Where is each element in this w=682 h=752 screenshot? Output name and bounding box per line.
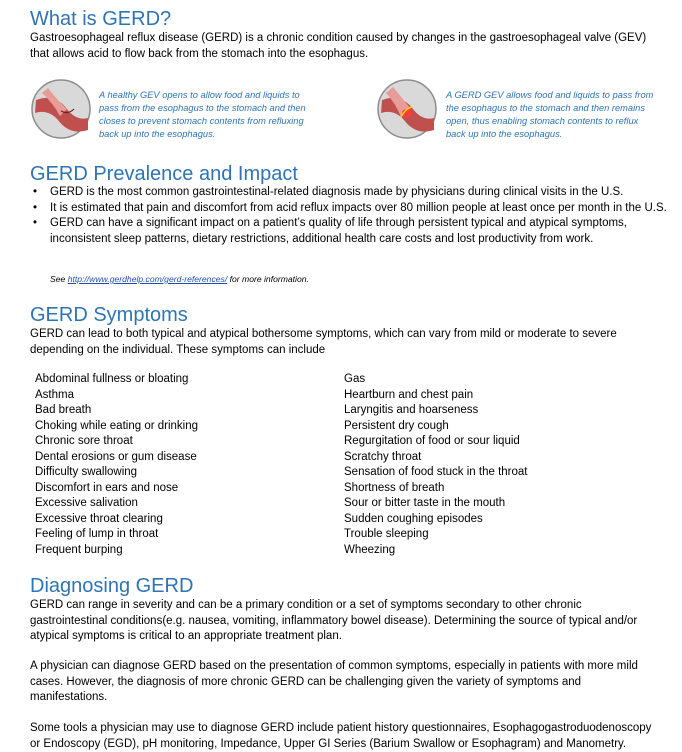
gerd-references-link[interactable]: http://www.gerdhelp.com/gerd-references/	[67, 274, 228, 284]
symptom-item: Frequent burping	[35, 543, 123, 556]
symptom-item: Laryngitis and hoarseness	[344, 404, 479, 416]
symptom-item: Bad breath	[35, 404, 92, 416]
prevalence-bullet: • GERD is the most common gastrointestinal-related diagnosis made by physicians during clinical visits in the U.S.	[30, 185, 670, 201]
prevalence-bullet-list	[30, 185, 670, 247]
symptom-item: Gas	[344, 373, 366, 385]
symptom-item: Difficulty swallowing	[35, 466, 138, 478]
symptoms-intro: GERD can lead to both typical and atypical bothersome symptoms, which can vary from mild or moderate to severe depending on the individual. These symptoms can include	[30, 328, 617, 356]
symptom-item: Chronic sore throat	[35, 435, 133, 447]
diagnosing-paragraph-2: A physician can diagnose GERD based on the presentation of common symptoms, especially in patients with more mild cases. However, the diagnosis of more chronic GERD can be challenging given the variety of symptoms and manifestations.	[30, 660, 638, 703]
references-note-prefix: See	[50, 274, 68, 284]
symptom-item: Persistent dry cough	[344, 419, 449, 432]
symptom-item: Sour or bitter taste in the mouth	[344, 497, 506, 509]
diagnosing-paragraph-1: GERD can range in severity and can be a primary condition or a set of symptoms secondary to other chronic gastrointestinal conditions(e.g. nausea, vomiting, inflammatory bowel disease). Determining the source of typical and/or atypical symptoms is critical to an appropriate treatment plan.	[30, 599, 638, 642]
symptom-item: Choking while eating or drinking	[35, 419, 199, 432]
heading-what-is-gerd: What is GERD?	[30, 8, 172, 30]
symptom-item: Excessive salivation	[35, 497, 138, 509]
symptom-item: Regurgitation of food or sour liquid	[344, 435, 520, 447]
symptom-item: Wheezing	[344, 543, 396, 556]
symptom-item: Heartburn and chest pain	[344, 388, 474, 401]
symptom-item: Abdominal fullness or bloating	[35, 373, 189, 385]
what-is-gerd-body: Gastroesophageal reflux disease (GERD) is a chronic condition caused by changes in the gastroesophageal valve (GEV) that allows acid to flow back from the stomach into the esophagus.	[30, 32, 647, 60]
symptom-item: Shortness of breath	[344, 481, 445, 494]
symptom-item: Sudden coughing episodes	[344, 512, 483, 525]
prevalence-bullet: • It is estimated that pain and discomfort from acid reflux impacts over 80 million people at least once per month in the U.S.	[30, 201, 670, 217]
gerd-gev-caption: A GERD GEV allows food and liquids to pass from the esophagus to the stomach and then remains open, thus enabling stomach contents to reflux back up into the esophagus.	[446, 90, 654, 139]
healthy-gev-illustration	[30, 78, 92, 140]
heading-symptoms: GERD Symptoms	[30, 304, 188, 326]
heading-prevalence: GERD Prevalence and Impact	[30, 163, 298, 185]
symptom-item: Feeling of lump in throat	[35, 528, 159, 540]
references-note-suffix: for more information.	[227, 274, 309, 284]
prevalence-bullet: • GERD can have a significant impact on a patient’s quality of life through persistent typical and atypical symptoms, inconsistent sleep patterns, dietary restrictions, additional health care costs and lost productivity from work.	[30, 216, 670, 247]
symptom-item: Discomfort in ears and nose	[35, 481, 179, 494]
heading-diagnosing: Diagnosing GERD	[30, 575, 194, 597]
symptom-item: Asthma	[35, 388, 74, 401]
symptoms-left-column	[35, 372, 198, 558]
healthy-gev-caption: A healthy GEV opens to allow food and liquids to pass from the esophagus to the stomach and then closes to prevent stomach contents from refluxing back up into the esophagus.	[99, 90, 306, 139]
symptom-item: Dental erosions or gum disease	[35, 450, 197, 463]
symptoms-right-column	[344, 372, 527, 558]
gerd-gev-illustration	[376, 78, 438, 140]
symptom-item: Scratchy throat	[344, 450, 422, 463]
diagnosing-paragraph-3: Some tools a physician may use to diagnose GERD include patient history questionnaires, Esophagogastroduodenoscopy or Endoscopy (EGD), pH monitoring, Impedance, Upper GI Series (Barium Swallow or Esophagram) and Manometry.	[30, 722, 652, 750]
symptom-item: Trouble sleeping	[344, 528, 429, 540]
references-note	[50, 274, 309, 284]
symptom-item: Sensation of food stuck in the throat	[344, 466, 528, 478]
symptom-item: Excessive throat clearing	[35, 512, 163, 525]
